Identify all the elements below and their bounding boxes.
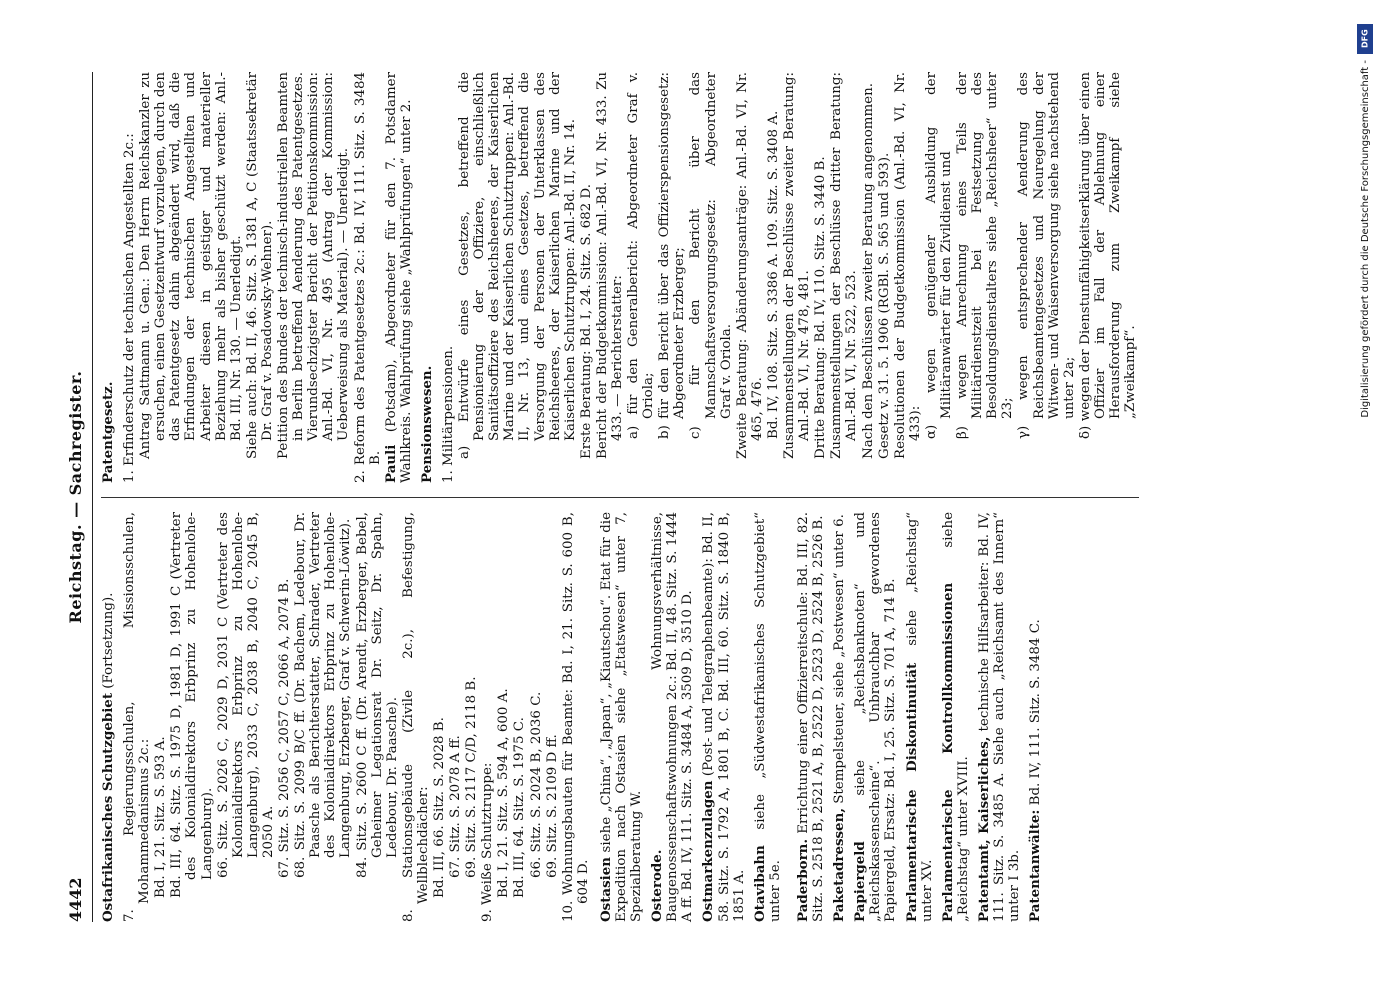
index-entry: [796, 512, 826, 922]
entry-text: c) für den Bericht über das Mannschaftsversorgungsgesetz: Abgeordneter Graf v. Oriola.: [688, 72, 734, 439]
entry-text: 10. Wohnungsbauten für Beamte: Bd. I, 21. Sitz. S. 600 B, 604 D.: [560, 512, 591, 922]
entry-text: Bd. III, 66. Sitz. S. 2028 B.: [431, 717, 447, 898]
index-subentry: [122, 72, 137, 483]
dfg-logo: DFG: [1357, 24, 1373, 54]
index-subentry: [169, 512, 214, 922]
entry-headword: Otavibahn: [751, 845, 768, 922]
index-subentry: [153, 512, 168, 922]
index-entry: [420, 72, 435, 483]
entry-headword: Patentanwälte:: [1027, 809, 1044, 922]
entry-text: β) wegen Anrechnung eines Teils der Militärdienstzeit bei Festsetzung des Besoldungsdienstalters siehe „Reichsheer“ unter 23;: [955, 72, 1016, 439]
page-number: 4442: [66, 877, 85, 922]
index-subentry: [626, 72, 656, 483]
entry-headword: Patentamt, Kaiserliches,: [975, 736, 992, 922]
entry-text: technische Hilfsarbeiter: Bd. IV, 111. Sitz. S. 3485 A. Siehe auch „Reichsamt des Innern“ unter I 3b.: [976, 512, 1023, 922]
index-entry: [650, 512, 695, 922]
index-subentry: [480, 512, 495, 922]
digitization-note: Digitalisierung gefördert durch die Deutsche Forschungsgemeinschaft -: [1360, 60, 1371, 418]
index-subentry: [545, 512, 560, 922]
entry-text: 67. Sitz. S. 2078 A ff.: [448, 735, 464, 878]
entry-text: Gesetz v. 31. 5. 1906 (RGBl. S. 565 und 593).: [876, 152, 892, 459]
index-subentry: [782, 72, 812, 483]
entry-headword: Ostmarkenzulagen: [700, 780, 717, 922]
entry-headword: Ostafrikanisches Schutzgebiet: [100, 692, 116, 922]
entry-text: Bericht der Budgetkommission: Anl.-Bd. VI, Nr. 433. Zu 433. — Berichterstatter:: [594, 72, 625, 459]
index-entry: [853, 512, 898, 922]
index-subentry: [766, 72, 781, 483]
index-subentry: [277, 512, 292, 922]
index-subentry: [353, 72, 383, 483]
index-subentry: [276, 72, 351, 483]
index-subentry: [1016, 72, 1076, 483]
entry-text: 1. Militärpensionen.: [440, 345, 456, 483]
index-subentry: [512, 512, 527, 922]
index-subentry: [529, 512, 544, 922]
entry-text: Petition des Bundes der technisch-industriellen Beamten in Berlin betreffend Aenderung des Patentgesetzes. Vierundsechzigster Bericht der Petitionskommission: Anl.-Bd. VI, Nr. 495 (Antrag der Kommission: Ueberweisung als Material). — Unerledigt.: [276, 72, 352, 459]
entry-text: 1. Erfinderschutz der technischen Angestellten 2c.:: [122, 133, 138, 483]
entry-text: siehe „Südwestafrikanisches Schutzgebiet“ unter 5e.: [752, 512, 783, 922]
index-subentry: [448, 512, 463, 922]
entry-headword: Paketadressen,: [831, 808, 848, 922]
index-subentry: [355, 512, 400, 922]
entry-text: Bd. I, 21. Sitz. S. 594 A, 600 A.: [496, 688, 512, 898]
entry-text: 67. Sitz. S. 2056 C, 2057 C, 2066 A, 2074 B.: [277, 578, 293, 878]
entry-text: 7. Regierungsschulen, Missionsschulen, Mohammedanismus 2c.:: [122, 512, 153, 922]
index-entry: [701, 512, 746, 922]
index-subentry: [955, 72, 1015, 483]
index-entry: [599, 512, 644, 922]
entry-text: 66. Sitz. S. 2024 B, 2036 C.: [528, 691, 544, 878]
index-subentry: [595, 72, 625, 483]
entry-text: Bd. III, 64. Sitz. S. 1975 C.: [512, 717, 528, 898]
index-subentry: [1078, 72, 1138, 483]
entry-text: Stempelsteuer, siehe „Postwesen“ unter 6.: [832, 514, 848, 809]
entry-text: Bd. IV, 108. Sitz. S. 3386 A. 109. Sitz. S. 3408 A.: [765, 110, 781, 439]
index-subentry: [657, 72, 687, 483]
index-subentry: [829, 72, 859, 483]
entry-headword: Patentgesetz.: [100, 381, 116, 483]
index-subentry: [401, 512, 431, 922]
entry-text: Zusammenstellungen der Beschlüsse dritter Beratung: Anl.-Bd. VI, Nr. 522, 523.: [829, 72, 860, 459]
entry-headword: Pensionswesen.: [418, 365, 435, 483]
entry-text: Bd. IV, 111. Sitz. S. 3484 C.: [1028, 619, 1044, 810]
index-subentry: [245, 72, 275, 483]
entry-text: siehe „Reichsbanknoten“ und „Reichskassenscheine“. Unbrauchbar gewordenes Papiergeld, Ersatz: Bd. I, 25. Sitz. S. 701 A, 714 B.: [853, 512, 899, 922]
entry-text: Bd. III, 64. Sitz. S. 1975 D, 1981 D, 1991 C (Vertreter des Kolonialdirektors Erbprinz zu Hohenlohe-Langenburg).: [169, 512, 215, 898]
index-entry: [101, 512, 116, 922]
index-entry: [753, 512, 783, 922]
entry-text: 8. Stationsgebäude (Zivile 2c.), Befestigung, Wellblechdächer:: [400, 512, 431, 922]
entry-text: Zusammenstellungen der Beschlüsse zweiter Beratung: Anl.-Bd. VI, Nr. 478, 481.: [782, 72, 813, 459]
index-subentry: [813, 72, 828, 483]
entry-text: Nach den Beschlüssen zweiter Beratung angenommen.: [860, 83, 876, 459]
entry-text: Siehe auch: Bd. II, 46. Sitz. S. 1381 A, C (Staatssekretär Dr. Graf v. Posadowsky-Wehner).: [244, 72, 275, 459]
index-subentry: [579, 72, 594, 483]
index-entry: [941, 512, 971, 922]
index-subentry: [457, 72, 578, 483]
left-column: [101, 497, 1139, 922]
entry-text: a) Entwürfe eines Gesetzes, betreffend die Pensionierung der Offiziere, einschließlich Sanitätsoffiziere des Reichsheeres, der Kaiserlichen Marine und der Kaiserlichen Schutztruppen: Anl.-Bd. II, Nr. 13, und eines Gesetzes, betreffend die Versorgung der Personen der Unterklassen des Reichsheeres, der Kaiserlichen Marine und der Kaiserlichen Schutztruppen: Anl.-Bd. II, Nr. 14.: [457, 72, 578, 459]
entry-text: a) für den Generalbericht: Abgeordneter Graf v. Oriola;: [626, 72, 657, 439]
entry-headword: Parlamentarische Kontrollkommissionen: [939, 582, 956, 922]
entry-headword: Ostasien: [597, 857, 614, 922]
index-subentry: [464, 512, 479, 922]
two-column-index: [101, 72, 1139, 922]
entry-text: Wohnungsverhältnisse, Baugenossenschaftswohnungen 2c.: Bd. II, 48. Sitz. S. 1444 A ff. Bd. IV, 111. Sitz. S. 3484 A, 3509 D, 3510 D.: [650, 512, 696, 922]
index-subentry: [861, 72, 876, 483]
entry-headword: Paderborn.: [794, 838, 811, 922]
index-subentry: [893, 72, 923, 483]
entry-text: Resolutionen der Budgetkommission (Anl.-Bd. VI, Nr. 433):: [892, 72, 923, 459]
index-subentry: [735, 72, 765, 483]
side-credit: [1357, 12, 1379, 988]
index-entry: [384, 72, 414, 483]
entry-text: Antrag Sattmann u. Gen.: Den Herrn Reichskanzler zu ersuchen, einen Gesetzentwurf vorzulegen, durch den das Patentgesetz dahin abgeändert wird, daß die Erfindungen der technischen Angestellten und Arbeiter diesen in geistiger und materieller Beziehung mehr als bisher geschützt werden: Anl.-Bd. III, Nr. 130. — Unerledigt.: [138, 72, 244, 459]
index-entry: [101, 72, 116, 483]
index-entry: [832, 512, 847, 922]
entry-text: δ) wegen der Dienstunfähigkeitserklärung über einen Offizier im Fall der Ablehnung einer Herausforderung zum Zweikampf siehe „Zweikampf“.: [1077, 72, 1139, 439]
entry-text: 66. Sitz. S. 2026 C, 2029 D, 2031 C (Vertreter des Kolonialdirektors Erbprinz zu Hohenlohe-Langenburg), 2033 C, 2038 B, 2040 C, 2045 B, 2050 A.: [215, 512, 276, 878]
entry-text: 69. Sitz. S. 2109 D ff.: [544, 734, 560, 878]
entry-text: siehe „Reichstag“ unter XVIII.: [940, 512, 971, 922]
entry-text: (Post- und Telegraphenbeamte): Bd. II, 58. Sitz. S. 1792 A, 1801 B, C. Bd. III, 60. Sitz. S. 1840 B, 1851 A.: [701, 512, 747, 922]
index-subentry: [432, 512, 447, 922]
entry-text: siehe „Reichstag“ unter XV.: [904, 512, 935, 922]
entry-text: 84. Sitz. S. 2600 C ff. (Dr. Arendt, Erzberger, Bebel, Geheimer Legationsrat Dr. Seitz, Dr. Spahn, Ledebour, Dr. Paasche).: [354, 512, 400, 878]
entry-text: 69. Sitz. S. 2117 C/D, 2118 B.: [464, 676, 480, 878]
entry-text: α) wegen genügender Ausbildung der Militäranwärter für den Zivildienst und: [923, 72, 954, 439]
index-entry: [1028, 512, 1043, 922]
right-column: [101, 72, 1139, 497]
index-subentry: [216, 512, 276, 922]
index-subentry: [122, 512, 152, 922]
index-subentry: [924, 72, 954, 483]
entry-headword: Papiergeld: [852, 841, 869, 922]
entry-text: b) für den Bericht über das Offizierspensionsgesetz: Abgeordneter Erzberger;: [657, 72, 688, 439]
index-subentry: [688, 72, 733, 483]
entry-text: siehe „China“, „Japan“, „Kiautschou“. Etat für die Expedition nach Ostasien siehe „Etatswesen“ unter 7, Spezialberatung W.: [598, 512, 645, 922]
entry-text: γ) wegen entsprechender Aenderung des Reichsbeamtengesetzes und Neuregelung der Witwen- und Waisenversorgung siehe nachstehend unter 2a;: [1016, 72, 1077, 439]
entry-text: 68. Sitz. S. 2099 B/C ff. (Dr. Bachem, Ledebour, Dr. Paasche als Berichterstatter, Schrader, Vertreter des Kolonialdirektors Erbprinz zu Hohenlohe-Langenburg, Erzberger, Graf v. Schwerin-Löwitz).: [293, 512, 354, 878]
index-entry: [905, 512, 935, 922]
page-header: [60, 72, 93, 922]
running-head: Reichstag. — Sachregister.: [66, 370, 85, 624]
entry-text: Bd. I, 21. Sitz. S. 593 A.: [153, 736, 169, 898]
entry-text: Errichtung einer Offizierreitschule: Bd. III, 82. Sitz. S. 2518 B, 2521 A, B, 2522 D, 2523 D, 2524 B, 2526 B.: [795, 512, 827, 922]
entry-text: Erste Beratung: Bd. I, 24. Sitz. S. 682 D.: [578, 184, 594, 459]
entry-text: (Fortsetzung).: [101, 592, 116, 693]
entry-text: 2. Reform des Patentgesetzes 2c.: Bd. IV, 111. Sitz. S. 3484 B.: [352, 72, 383, 483]
entry-text: (Potsdam), Abgeordneter für den 7. Potsdamer Wahlkreis. Wahlprüfung siehe „Wahlprüfungen“ unter 2.: [383, 72, 414, 483]
index-subentry: [293, 512, 353, 922]
index-subentry: [877, 72, 892, 483]
index-subentry: [561, 512, 591, 922]
index-subentry: [441, 72, 456, 483]
index-entry: [977, 512, 1022, 922]
entry-headword: Osterode.: [649, 849, 666, 922]
index-subentry: [496, 512, 511, 922]
entry-headword: Parlamentarische Diskontinuität: [903, 662, 920, 922]
entry-text: Dritte Beratung: Bd. IV, 110. Sitz. S. 3440 B.: [813, 156, 829, 459]
entry-headword: Pauli: [382, 444, 399, 483]
index-subentry: [138, 72, 244, 483]
entry-text: 9. Weiße Schutztruppe:: [480, 762, 496, 922]
entry-text: Zweite Beratung: Abänderungsanträge: Anl.-Bd. VI, Nr. 465, 476.: [734, 72, 765, 459]
